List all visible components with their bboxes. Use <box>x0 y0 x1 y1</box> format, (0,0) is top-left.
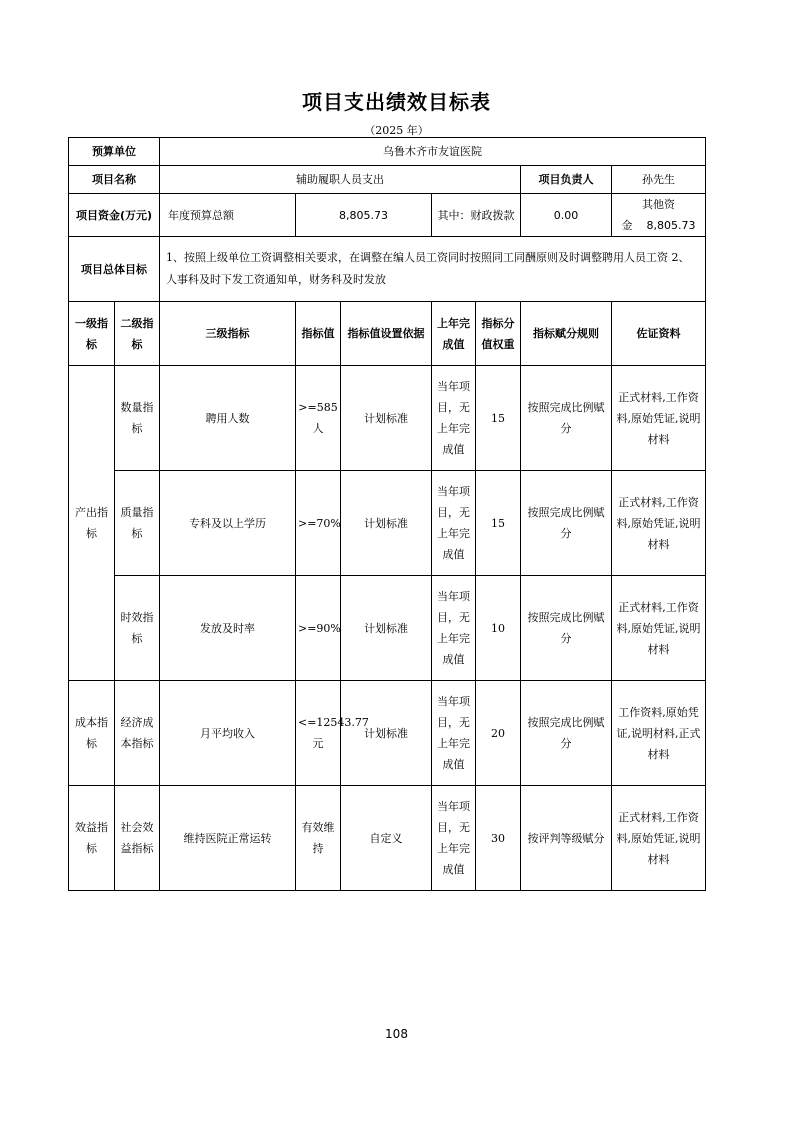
goal-label: 项目总体目标 <box>69 237 160 302</box>
last-year-cell: 当年项目，无上年完成值 <box>432 681 476 786</box>
rule-cell: 按照完成比例赋分 <box>521 681 612 786</box>
value-cell: 有效维持 <box>296 786 341 891</box>
unit-label: 预算单位 <box>69 138 160 166</box>
level2-cell: 数量指标 <box>115 366 160 471</box>
rule-cell: 按照完成比例赋分 <box>521 366 612 471</box>
last-year-cell: 当年项目，无上年完成值 <box>432 471 476 576</box>
header-evidence: 佐证资料 <box>612 302 706 366</box>
unit-value: 乌鲁木齐市友谊医院 <box>160 138 706 166</box>
table-row <box>69 366 706 471</box>
weight-cell: 30 <box>476 786 521 891</box>
weight-cell: 15 <box>476 471 521 576</box>
header-last-year: 上年完成值 <box>432 302 476 366</box>
other-funds-value: 8,805.73 <box>646 219 696 232</box>
evidence-cell: 工作资料,原始凭证,说明材料,正式材料 <box>612 681 706 786</box>
level2-cell: 质量指标 <box>115 471 160 576</box>
basis-cell: 自定义 <box>341 786 432 891</box>
page-title: 项目支出绩效目标表 <box>302 90 491 114</box>
evidence-cell: 正式材料,工作资料,原始凭证,说明材料 <box>612 366 706 471</box>
evidence-cell: 正式材料,工作资料,原始凭证,说明材料 <box>612 471 706 576</box>
rule-cell: 按照完成比例赋分 <box>521 471 612 576</box>
header-basis: 指标值设置依据 <box>341 302 432 366</box>
level2-cell: 社会效益指标 <box>115 786 160 891</box>
header-level2: 二级指标 <box>115 302 160 366</box>
table-row <box>69 786 706 891</box>
year-label: （2025 年） <box>364 124 429 137</box>
basis-cell: 计划标准 <box>341 681 432 786</box>
level1-benefit: 效益指标 <box>69 786 115 891</box>
last-year-cell: 当年项目，无上年完成值 <box>432 786 476 891</box>
leader-label: 项目负责人 <box>521 166 612 194</box>
fiscal-allocation-value: 0.00 <box>521 194 612 237</box>
project-label: 项目名称 <box>69 166 160 194</box>
header-rule: 指标赋分规则 <box>521 302 612 366</box>
header-value: 指标值 <box>296 302 341 366</box>
level3-cell: 月平均收入 <box>160 681 296 786</box>
evidence-cell: 正式材料,工作资料,原始凭证,说明材料 <box>612 576 706 681</box>
last-year-cell: 当年项目，无上年完成值 <box>432 576 476 681</box>
leader-value: 孙先生 <box>612 166 706 194</box>
header-weight: 指标分值权重 <box>476 302 521 366</box>
level2-cell: 时效指标 <box>115 576 160 681</box>
rule-cell: 按照完成比例赋分 <box>521 576 612 681</box>
header-level1: 一级指标 <box>69 302 115 366</box>
annual-budget-value: 8,805.73 <box>296 194 432 237</box>
table-row <box>69 681 706 786</box>
page-number: 108 <box>385 1027 408 1041</box>
rule-cell: 按评判等级赋分 <box>521 786 612 891</box>
other-funds-cell <box>612 194 706 237</box>
fiscal-allocation-label: 其中：财政拨款 <box>432 194 521 237</box>
basis-cell: 计划标准 <box>341 471 432 576</box>
level3-cell: 维持医院正常运转 <box>160 786 296 891</box>
last-year-cell: 当年项目，无上年完成值 <box>432 366 476 471</box>
level3-cell: 发放及时率 <box>160 576 296 681</box>
level1-output: 产出指标 <box>69 366 115 681</box>
value-cell: >=585人 <box>296 366 341 471</box>
level2-cell: 经济成本指标 <box>115 681 160 786</box>
level3-cell: 专科及以上学历 <box>160 471 296 576</box>
weight-cell: 15 <box>476 366 521 471</box>
goal-text: 1、按照上级单位工资调整相关要求，在调整在编人员工资同时按照同工同酬原则及时调整聘用人员工资 2、人事科及时下发工资通知单，财务科及时发放 <box>160 237 706 302</box>
header-level3: 三级指标 <box>160 302 296 366</box>
weight-cell: 20 <box>476 681 521 786</box>
header-row <box>69 302 706 366</box>
weight-cell: 10 <box>476 576 521 681</box>
value-cell: >=70% <box>296 471 341 576</box>
value-cell: >=90% <box>296 576 341 681</box>
value-cell: <=12543.77元 <box>296 681 341 786</box>
other-funds-label: 其他资金 <box>621 198 676 232</box>
evidence-cell: 正式材料,工作资料,原始凭证,说明材料 <box>612 786 706 891</box>
performance-table <box>68 137 706 891</box>
basis-cell: 计划标准 <box>341 366 432 471</box>
level1-cost: 成本指标 <box>69 681 115 786</box>
annual-budget-label: 年度预算总额 <box>160 194 296 237</box>
basis-cell: 计划标准 <box>341 576 432 681</box>
project-value: 辅助履职人员支出 <box>160 166 521 194</box>
table-row <box>69 471 706 576</box>
fund-label: 项目资金(万元) <box>69 194 160 237</box>
table-row <box>69 576 706 681</box>
level3-cell: 聘用人数 <box>160 366 296 471</box>
